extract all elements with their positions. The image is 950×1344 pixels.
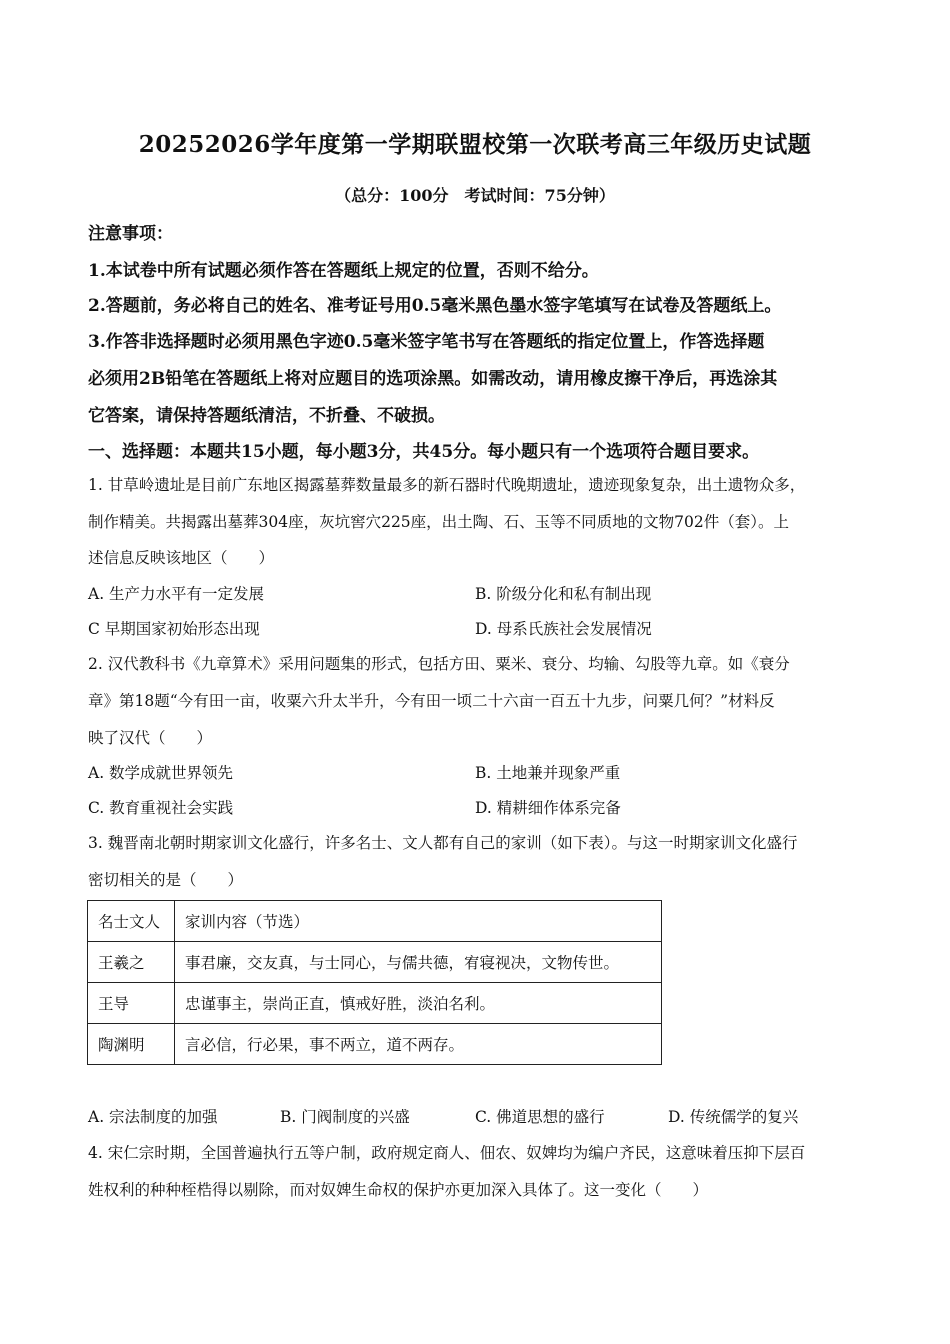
- table-cell: 事君廉，交友真，与士同心，与儒共德，宥寝视决，文物传世。: [175, 942, 662, 983]
- q1-option-d[interactable]: D. 母系氏族社会发展情况: [475, 620, 652, 638]
- notice-line-4: 必须用2B铅笔在答题纸上将对应题目的选项涂黑。如需改动，请用橡皮擦干净后，再选涂其: [88, 369, 778, 389]
- exam-title: 20252026学年度第一学期联盟校第一次联考高三年级历史试题: [138, 131, 812, 158]
- q3-option-a[interactable]: A. 宗法制度的加强: [88, 1108, 218, 1126]
- q1-option-b[interactable]: B. 阶级分化和私有制出现: [475, 585, 652, 603]
- q4-stem-line-2: 姓权利的种种桎梏得以剔除，而对奴婢生命权的保护亦更加深入具体了。这一变化（ ）: [88, 1181, 709, 1199]
- notice-line-1: 1.本试卷中所有试题必须作答在答题纸上规定的位置，否则不给分。: [88, 261, 599, 281]
- q2-option-c[interactable]: C. 教育重视社会实践: [88, 799, 234, 817]
- q1-stem-line-3: 述信息反映该地区（ ）: [88, 549, 275, 567]
- exam-subtitle: （总分：100分 考试时间：75分钟）: [335, 186, 615, 205]
- notice-line-2: 2.答题前，务必将自己的姓名、准考证号用0.5毫米黑色墨水签字笔填写在试卷及答题纸上。: [88, 296, 782, 316]
- q1-option-a[interactable]: A. 生产力水平有一定发展: [88, 585, 265, 603]
- table-row: [88, 983, 662, 1024]
- q2-option-a[interactable]: A. 数学成就世界领先: [88, 764, 234, 782]
- table-header-cell: 名士文人: [88, 901, 175, 942]
- q1-option-c[interactable]: C 早期国家初始形态出现: [88, 620, 260, 638]
- table-row: [88, 1024, 662, 1065]
- table-header-row: [88, 901, 662, 942]
- q2-stem-line-1: 2. 汉代教科书《九章算术》采用问题集的形式，包括方田、粟米、衰分、均输、勾股等九章。如《衰分: [88, 655, 790, 673]
- q2-stem-line-3: 映了汉代（ ）: [88, 729, 213, 747]
- q3-option-b[interactable]: B. 门阀制度的兴盛: [280, 1108, 410, 1126]
- q3-option-d[interactable]: D. 传统儒学的复兴: [668, 1108, 799, 1126]
- q2-option-d[interactable]: D. 精耕细作体系完备: [475, 799, 621, 817]
- notice-heading: 注意事项：: [88, 224, 173, 244]
- table-cell: 言必信，行必果，事不两立，道不两存。: [175, 1024, 662, 1065]
- table-cell: 王导: [88, 983, 175, 1024]
- q1-stem-line-2: 制作精美。共揭露出墓葬304座，灰坑窖穴225座，出土陶、石、玉等不同质地的文物702件（套）。上: [88, 513, 790, 531]
- q3-stem-line-2: 密切相关的是（ ）: [88, 871, 244, 889]
- notice-line-5: 它答案，请保持答题纸清洁，不折叠、不破损。: [88, 406, 445, 426]
- family-instruction-table: [87, 900, 662, 1065]
- q3-option-c[interactable]: C. 佛道思想的盛行: [475, 1108, 605, 1126]
- notice-line-3: 3.作答非选择题时必须用黑色字迹0.5毫米签字笔书写在答题纸的指定位置上，作答选择题: [88, 332, 765, 352]
- q2-option-b[interactable]: B. 土地兼并现象严重: [475, 764, 621, 782]
- q1-stem-line-1: 1. 甘草岭遗址是目前广东地区揭露墓葬数量最多的新石器时代晚期遗址，遗迹现象复杂，出土遗物众多，: [88, 476, 806, 494]
- q2-stem-line-2: 章》第18题“今有田一亩，收粟六升太半升，今有田一顷二十六亩一百五十九步，问粟几何？”材料反: [88, 692, 775, 710]
- table-cell: 忠谨事主，崇尚正直，慎戒好胜，淡泊名利。: [175, 983, 662, 1024]
- table-cell: 王羲之: [88, 942, 175, 983]
- section-heading: 一、选择题：本题共15小题，每小题3分，共45分。每小题只有一个选项符合题目要求。: [88, 442, 760, 462]
- q3-stem-line-1: 3. 魏晋南北朝时期家训文化盛行，许多名士、文人都有自己的家训（如下表）。与这一时期家训文化盛行: [88, 834, 798, 852]
- table-row: [88, 942, 662, 983]
- table-header-cell: 家训内容（节选）: [175, 901, 662, 942]
- table-cell: 陶渊明: [88, 1024, 175, 1065]
- q4-stem-line-1: 4. 宋仁宗时期，全国普遍执行五等户制，政府规定商人、佃农、奴婢均为编户齐民，这意味着压抑下层百: [88, 1144, 806, 1162]
